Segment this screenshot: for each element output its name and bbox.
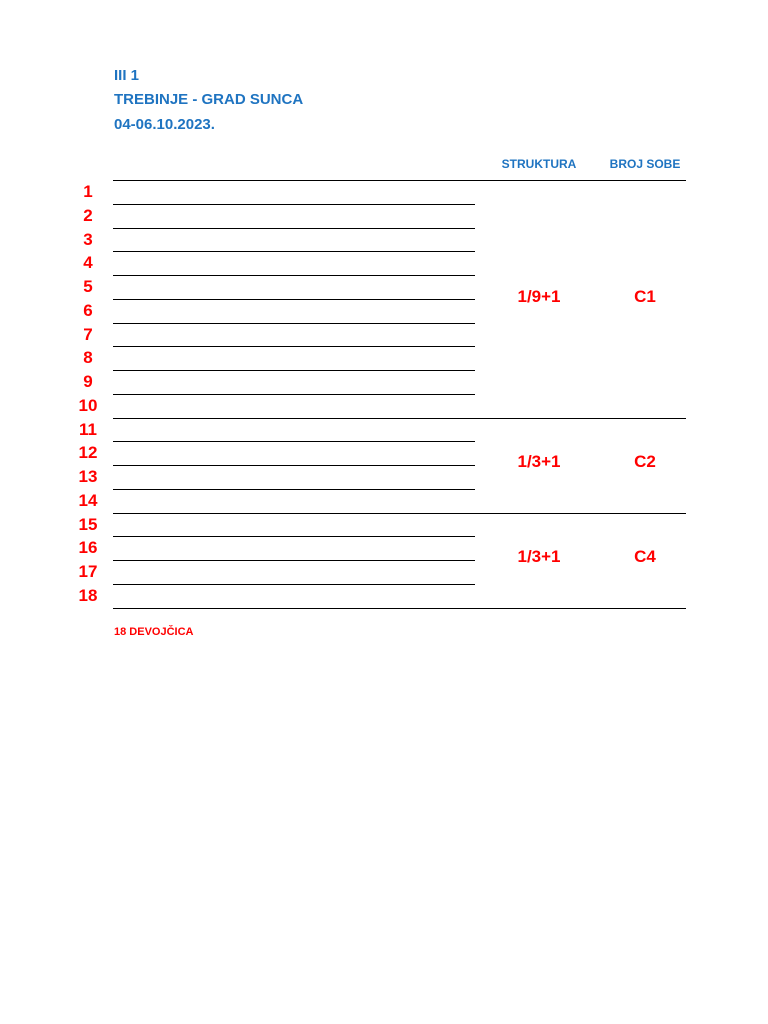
row-divider bbox=[113, 465, 475, 466]
row-number: 5 bbox=[83, 277, 93, 296]
row-divider bbox=[113, 180, 686, 181]
row-divider bbox=[113, 584, 475, 585]
row-divider bbox=[113, 323, 475, 324]
row-divider bbox=[113, 513, 686, 514]
class-label: III 1 bbox=[114, 67, 140, 84]
struktura-column-header: STRUKTURA bbox=[501, 157, 577, 171]
row-number: 16 bbox=[78, 538, 98, 557]
row-number: 12 bbox=[78, 443, 98, 462]
row-divider bbox=[113, 228, 475, 229]
row-divider bbox=[113, 560, 475, 561]
row-divider bbox=[113, 251, 475, 252]
row-number: 17 bbox=[78, 562, 98, 581]
row-number: 15 bbox=[78, 515, 98, 534]
row-number: 14 bbox=[78, 491, 98, 510]
row-divider bbox=[113, 441, 475, 442]
row-number: 8 bbox=[83, 348, 93, 367]
row-number: 2 bbox=[83, 206, 93, 225]
group-2-struktura: 1/3+1 bbox=[517, 452, 561, 471]
row-number: 3 bbox=[83, 230, 93, 249]
row-number: 4 bbox=[83, 253, 93, 272]
row-number: 1 bbox=[83, 182, 93, 201]
row-divider bbox=[113, 536, 475, 537]
row-divider bbox=[113, 608, 686, 609]
group-2-room: C2 bbox=[634, 452, 656, 471]
group-1-room: C1 bbox=[634, 287, 656, 306]
footer-note: 18 DEVOJČICA bbox=[114, 626, 194, 638]
broj-sobe-column-header: BROJ SOBE bbox=[609, 157, 681, 171]
row-divider bbox=[113, 370, 475, 371]
row-number: 7 bbox=[83, 325, 93, 344]
row-divider bbox=[113, 299, 475, 300]
row-number: 13 bbox=[78, 467, 98, 486]
trip-dates: 04-06.10.2023. bbox=[114, 116, 215, 133]
row-number: 11 bbox=[79, 420, 97, 439]
row-number: 10 bbox=[78, 396, 98, 415]
trip-title: TREBINJE - GRAD SUNCA bbox=[114, 91, 304, 108]
group-3-room: C4 bbox=[634, 547, 656, 566]
group-1-struktura: 1/9+1 bbox=[517, 287, 561, 306]
row-number: 9 bbox=[83, 372, 93, 391]
row-divider bbox=[113, 275, 475, 276]
row-number: 6 bbox=[83, 301, 93, 320]
row-number: 18 bbox=[78, 586, 98, 605]
row-divider bbox=[113, 346, 475, 347]
row-divider bbox=[113, 204, 475, 205]
row-divider bbox=[113, 489, 475, 490]
row-divider bbox=[113, 394, 475, 395]
row-divider bbox=[113, 418, 686, 419]
group-3-struktura: 1/3+1 bbox=[517, 547, 561, 566]
